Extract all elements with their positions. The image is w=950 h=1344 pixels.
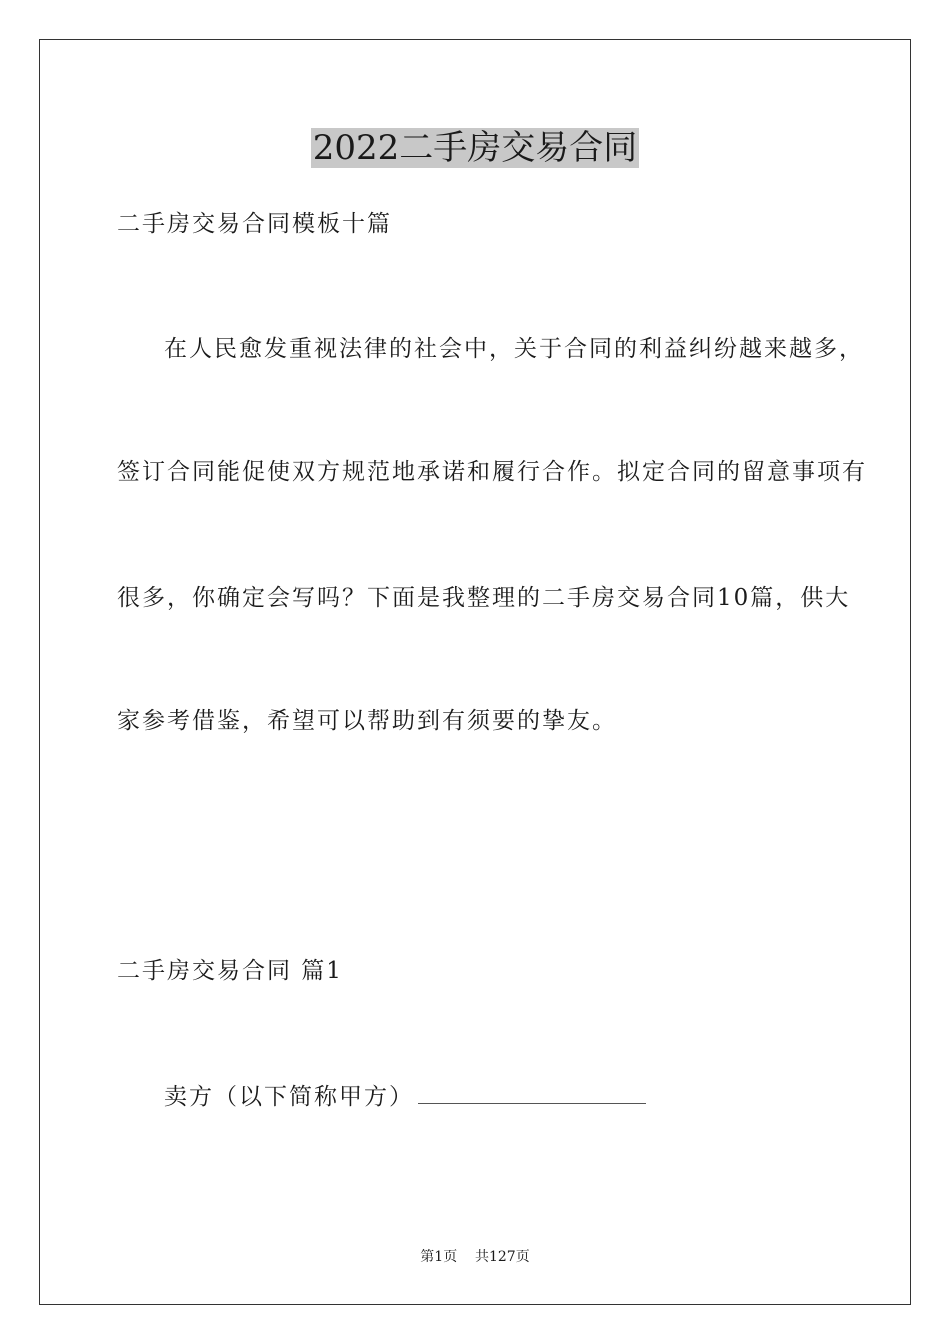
intro-line-1: 在人民愈发重视法律的社会中，关于合同的利益纠纷越来越多，: [164, 336, 864, 362]
seller-line: [164, 1081, 646, 1112]
seller-label: 卖方（以下简称甲方）: [164, 1084, 414, 1110]
page-footer: 第1页 共127页: [420, 1249, 530, 1265]
intro-line-2: 签订合同能促使双方规范地承诺和履行合作。拟定合同的留意事项有: [117, 459, 867, 485]
document-title: [0, 124, 950, 172]
section-heading: 二手房交易合同 篇1: [117, 958, 343, 984]
intro-line-4: 家参考借鉴，希望可以帮助到有须要的挚友。: [117, 708, 617, 734]
document-subtitle: 二手房交易合同模板十篇: [117, 211, 392, 237]
seller-blank-field[interactable]: [418, 1081, 646, 1104]
intro-line-3: 很多，你确定会写吗？下面是我整理的二手房交易合同10篇，供大: [117, 585, 851, 611]
document-title-text: 2022二手房交易合同: [312, 128, 638, 168]
